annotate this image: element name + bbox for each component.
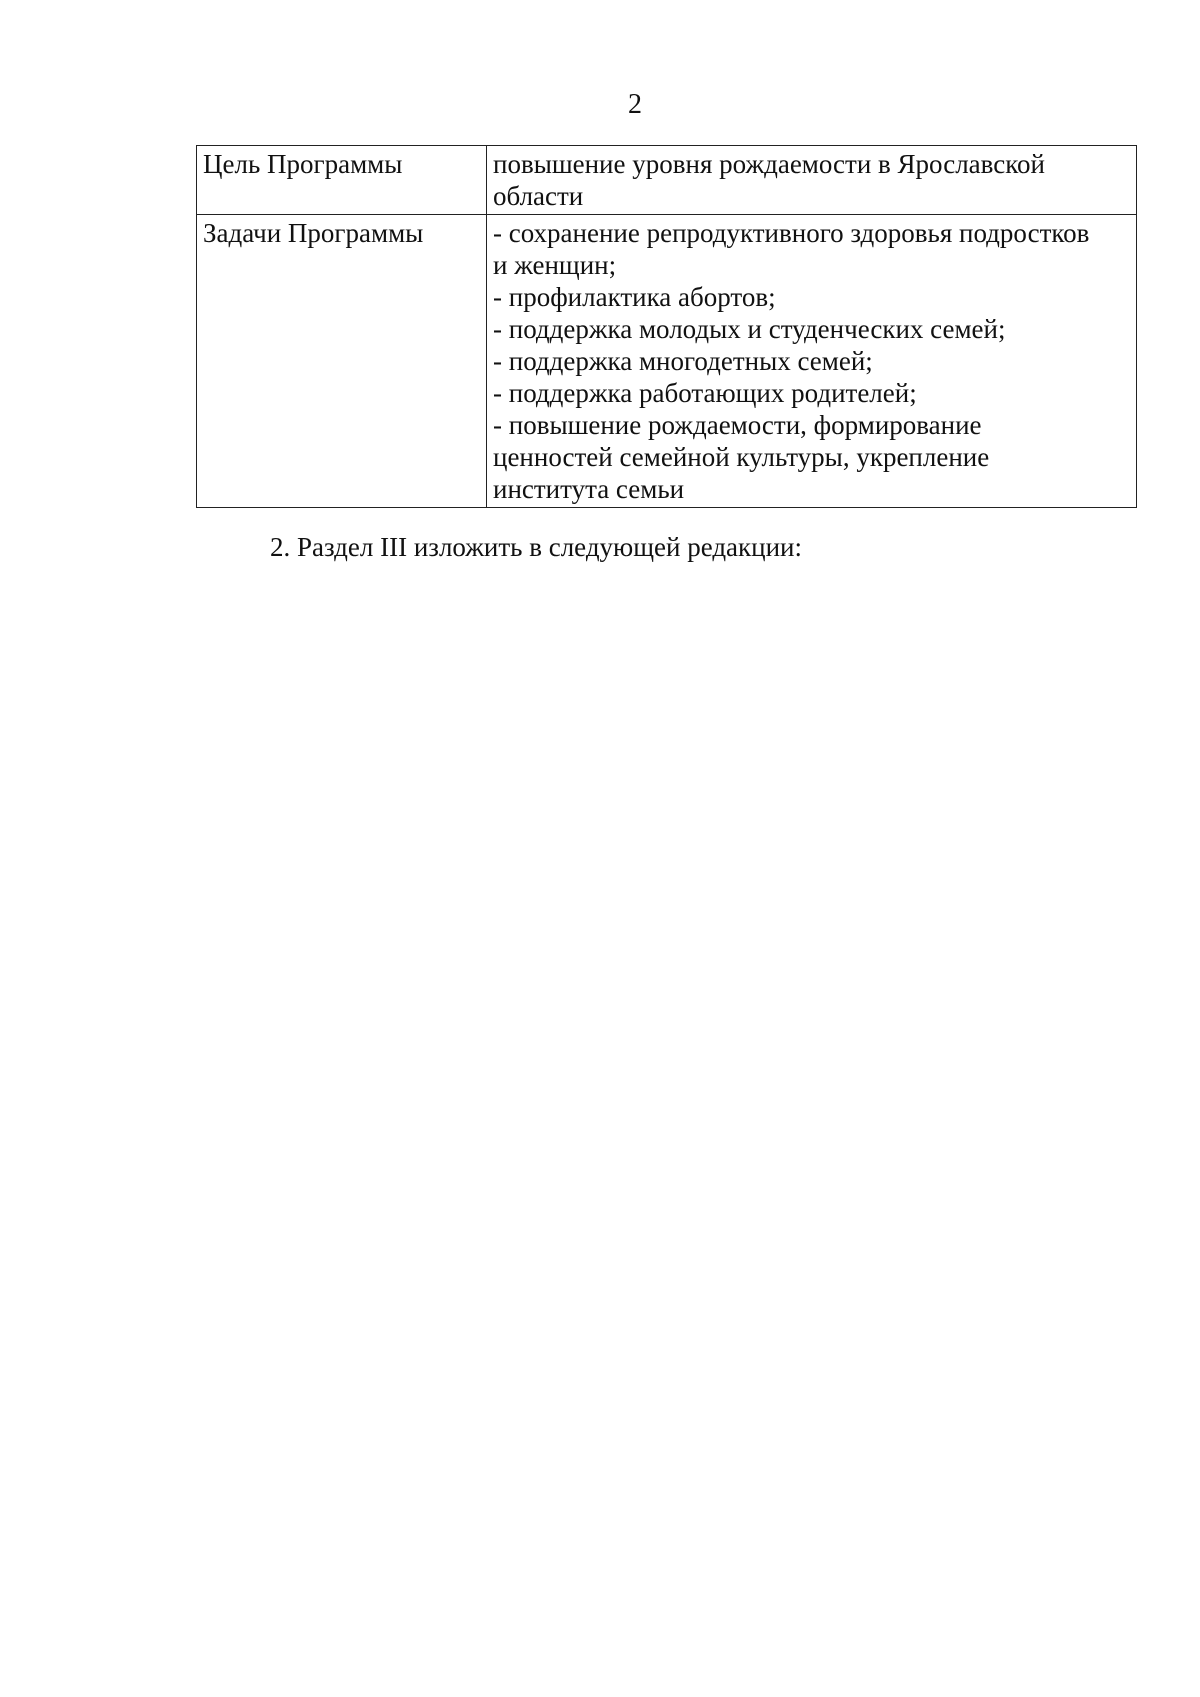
row-label-cell <box>197 146 487 215</box>
row-value-goal: повышение уровня рождаемости в Ярославской области <box>493 149 1045 211</box>
section-amendment-paragraph: 2. Раздел III изложить в следующей редакции: <box>270 532 803 562</box>
page-number: 2 <box>628 89 642 120</box>
row-value-cell <box>487 215 1137 508</box>
row-value-cell <box>487 146 1137 215</box>
table-row-goal <box>197 146 1137 215</box>
row-value-tasks: - сохранение репродуктивного здоровья подростков и женщин; - профилактика абортов; - поддержка молодых и студенческих семей; - поддержка многодетных семей; - поддержка работающих родителей; - повышение рождаемости, формирование ценностей семейной культуры, укрепление института семьи <box>493 218 1090 504</box>
row-label-goal: Цель Программы <box>203 149 403 179</box>
row-label-tasks: Задачи Программы <box>203 218 424 248</box>
row-label-cell <box>197 215 487 508</box>
table-row-tasks <box>197 215 1137 508</box>
program-passport-table <box>196 145 1137 508</box>
